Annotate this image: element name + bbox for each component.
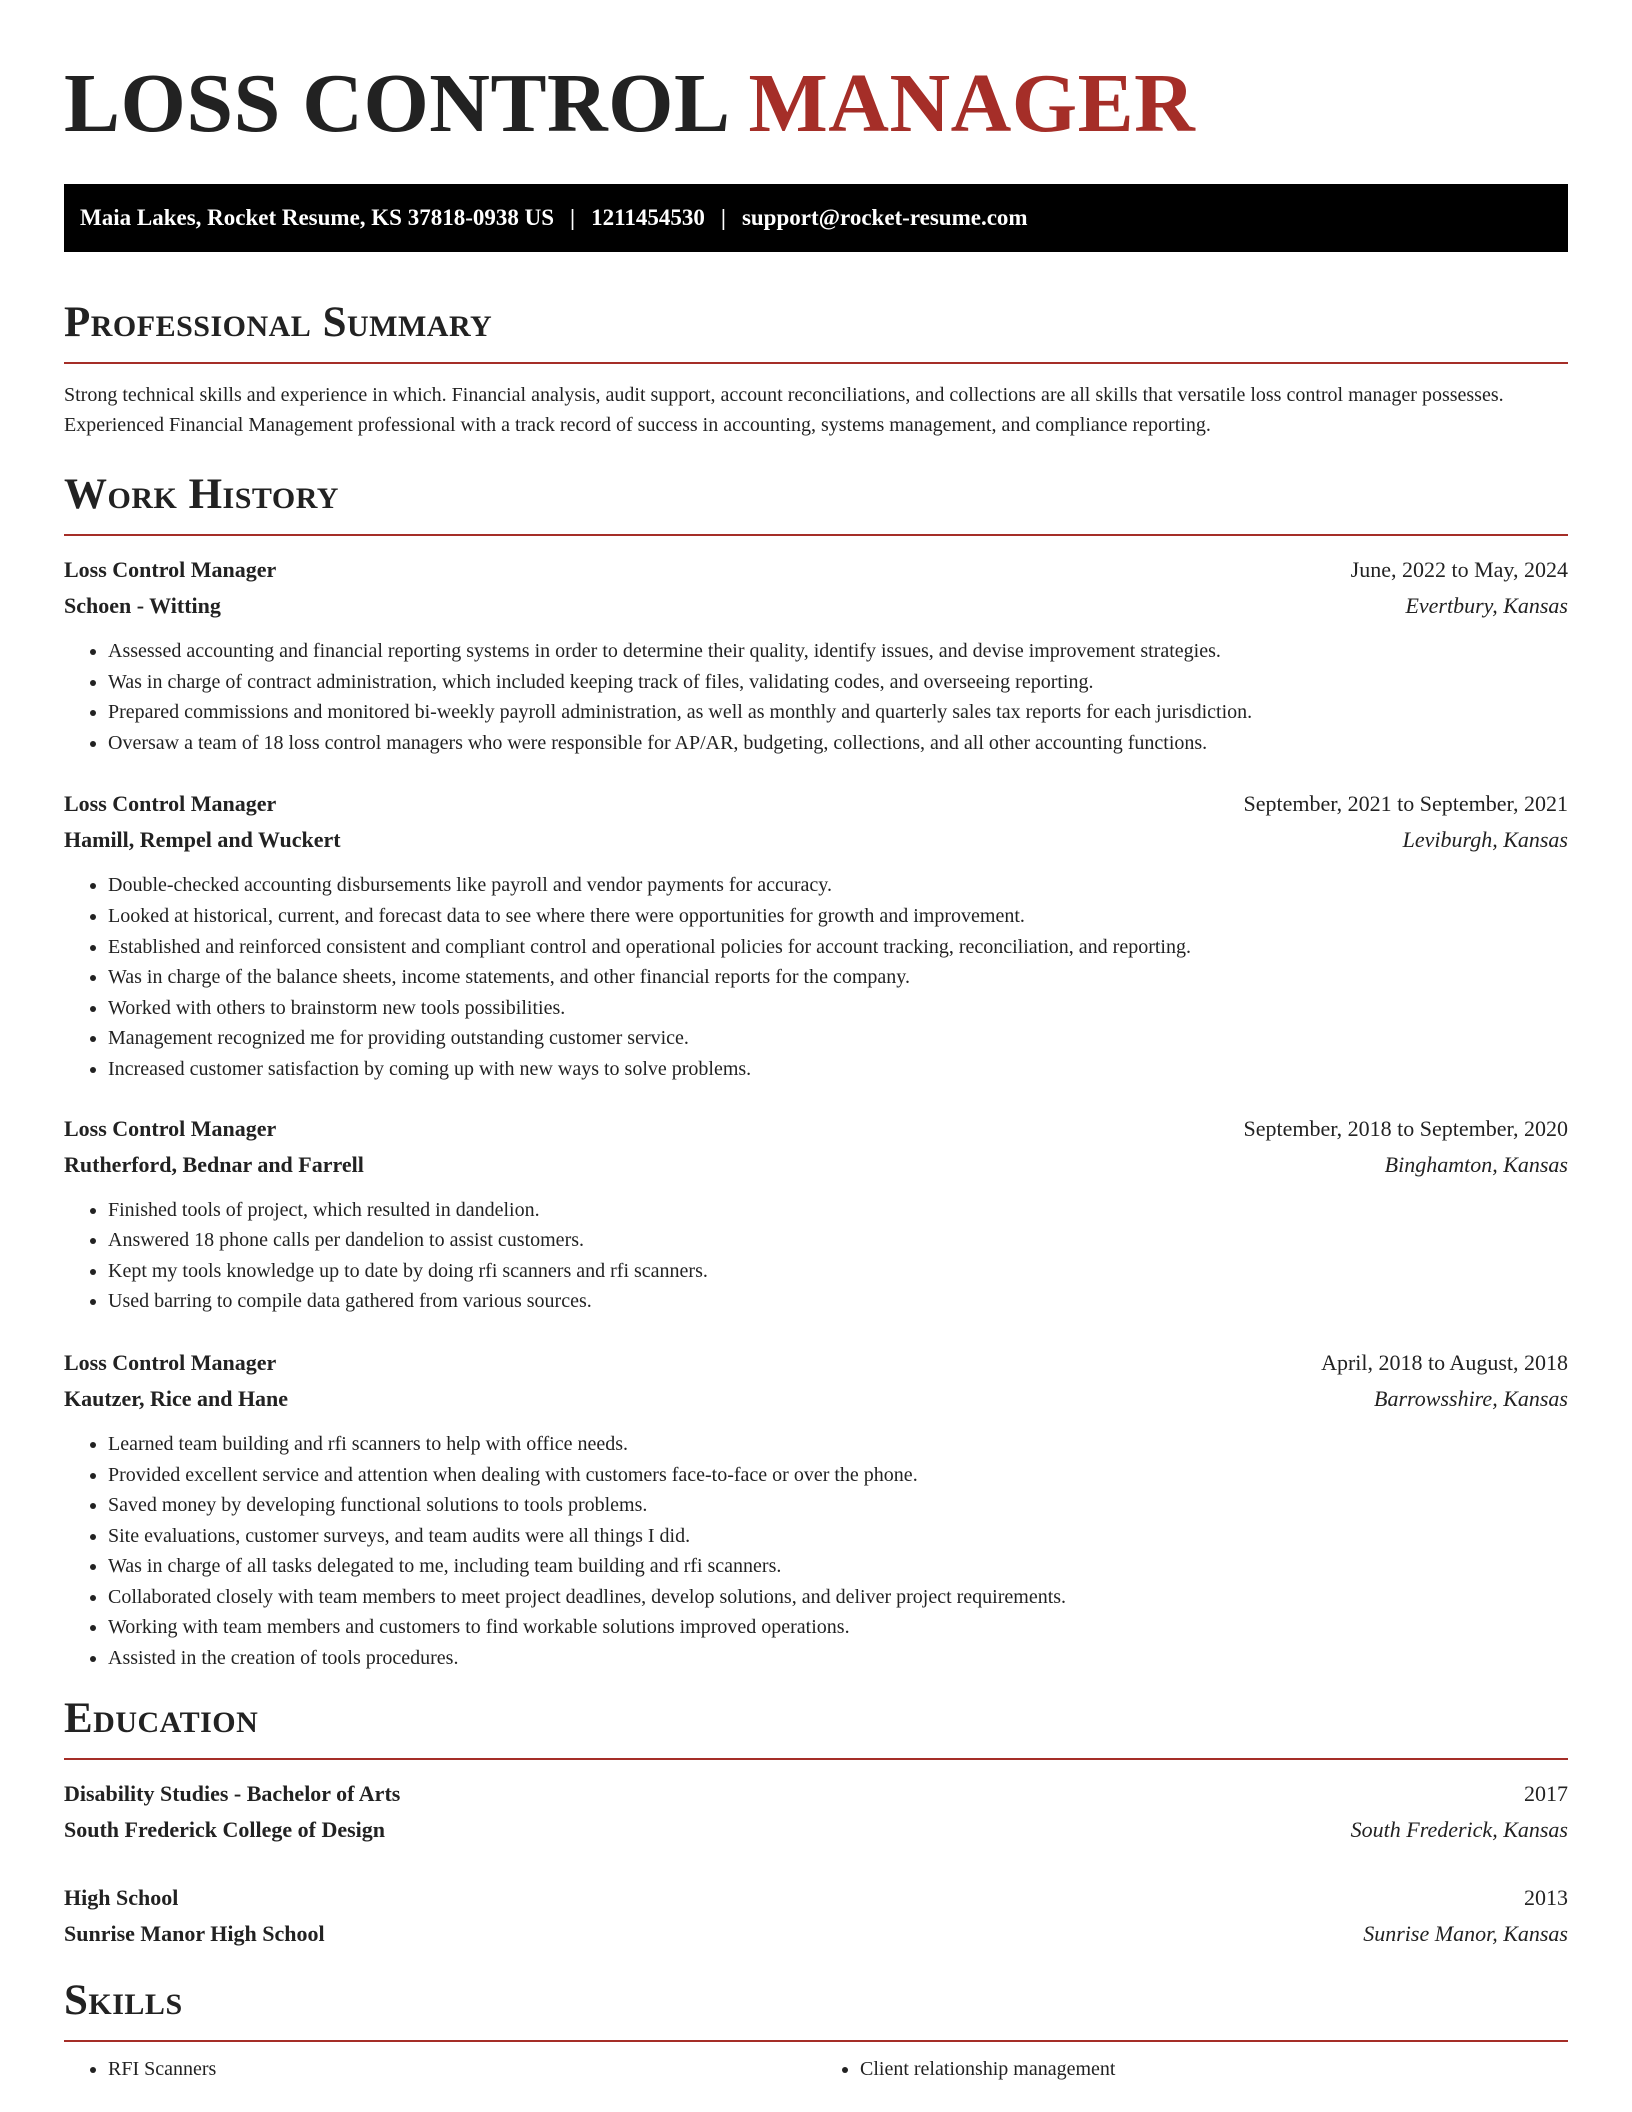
job-location: Evertbury, Kansas xyxy=(1405,593,1568,618)
section-heading-work-history: Work History xyxy=(64,471,339,518)
section-heading-education: Education xyxy=(64,1694,259,1742)
job-bullets xyxy=(64,1429,1568,1674)
section-divider xyxy=(64,534,1568,536)
education-degree: High School xyxy=(64,1884,179,1910)
education-school: Sunrise Manor High School xyxy=(64,1920,325,1946)
education-degree-row xyxy=(64,1776,1568,1812)
job-entry xyxy=(64,1345,1568,1674)
list-item: • Established and reinforced consistent and compliant control and operational policies for account tracking, reconciliation, and reporting. xyxy=(108,932,1568,963)
list-item: • Assisted in the creation of tools procedures. xyxy=(108,1643,1568,1674)
list-item: • Answered 18 phone calls per dandelion to assist customers. xyxy=(108,1225,1568,1256)
section-divider xyxy=(64,1758,1568,1760)
job-company-row xyxy=(64,1147,1568,1183)
list-item: • Double-checked accounting disbursements like payroll and vendor payments for accuracy. xyxy=(108,870,1568,901)
contact-separator: | xyxy=(570,205,576,230)
contact-address: Maia Lakes, Rocket Resume, KS 37818-0938 US xyxy=(80,205,555,230)
list-item: • Finished tools of project, which resulted in dandelion. xyxy=(108,1195,1568,1226)
education-school: South Frederick College of Design xyxy=(64,1816,386,1842)
contact-email: support@rocket-resume.com xyxy=(741,205,1028,230)
education-year: 2017 xyxy=(1524,1780,1568,1806)
job-bullets xyxy=(64,1195,1568,1317)
job-header-row xyxy=(64,1345,1568,1381)
job-location: Binghamton, Kansas xyxy=(1384,1151,1568,1177)
list-item: • Was in charge of contract administration, which included keeping track of files, validating codes, and overseeing reporting. xyxy=(108,667,1568,698)
job-header-row xyxy=(64,786,1568,822)
list-item: • Management recognized me for providing outstanding customer service. xyxy=(108,1023,1568,1054)
job-company: Kautzer, Rice and Hane xyxy=(64,1385,289,1411)
job-location: Leviburgh, Kansas xyxy=(1402,827,1568,853)
job-title: Loss Control Manager xyxy=(64,557,277,582)
job-dates: September, 2018 to September, 2020 xyxy=(1243,1115,1568,1141)
education-location: Sunrise Manor, Kansas xyxy=(1363,1920,1568,1946)
section-divider xyxy=(64,362,1568,364)
list-item: • Prepared commissions and monitored bi-weekly payroll administration, as well as monthly and quarterly sales tax reports for each jurisdiction. xyxy=(108,697,1568,728)
education-school-row xyxy=(64,1916,1568,1952)
skills-list-left xyxy=(64,2054,816,2085)
job-entry xyxy=(64,552,1568,758)
education-year: 2013 xyxy=(1524,1884,1568,1910)
job-title: Loss Control Manager xyxy=(64,1115,277,1141)
contact-phone: 1211454530 xyxy=(591,205,705,230)
job-bullets xyxy=(64,870,1568,1084)
list-item: • Collaborated closely with team members to meet project deadlines, develop solutions, and deliver project requirements. xyxy=(108,1582,1568,1613)
skills-list-right xyxy=(816,2054,1568,2085)
skill-item: • Client relationship management xyxy=(860,2054,1568,2085)
job-company-row xyxy=(64,588,1568,624)
summary-section xyxy=(64,298,1568,440)
job-title: Loss Control Manager xyxy=(64,791,277,817)
job-company: Hamill, Rempel and Wuckert xyxy=(64,827,341,853)
list-item: • Was in charge of all tasks delegated to me, including team building and rfi scanners. xyxy=(108,1551,1568,1582)
list-item: • Site evaluations, customer surveys, and team audits were all things I did. xyxy=(108,1521,1568,1552)
skills-section xyxy=(64,1976,1568,2085)
education-degree: Disability Studies - Bachelor of Arts xyxy=(64,1780,401,1806)
education-degree-row xyxy=(64,1880,1568,1916)
job-dates: September, 2021 to September, 2021 xyxy=(1243,791,1568,817)
work-history-section xyxy=(64,470,1568,1674)
page-title xyxy=(64,0,1568,150)
job-entry xyxy=(64,786,1568,1084)
education-entry xyxy=(64,1880,1568,1952)
list-item: • Looked at historical, current, and forecast data to see where there were opportunities for growth and improvement. xyxy=(108,901,1568,932)
education-section xyxy=(64,1694,1568,1952)
skills-columns xyxy=(64,2042,1568,2085)
list-item: • Used barring to compile data gathered from various sources. xyxy=(108,1286,1568,1317)
section-heading-skills: Skills xyxy=(64,1976,183,2024)
list-item: • Learned team building and rfi scanners to help with office needs. xyxy=(108,1429,1568,1460)
job-dates: April, 2018 to August, 2018 xyxy=(1321,1349,1568,1375)
job-title: Loss Control Manager xyxy=(64,1349,277,1375)
list-item: • Provided excellent service and attention when dealing with customers face-to-face or over the phone. xyxy=(108,1460,1568,1491)
job-header-row xyxy=(64,1111,1568,1147)
education-school-row xyxy=(64,1812,1568,1848)
list-item: • Assessed accounting and financial reporting systems in order to determine their quality, identify issues, and devise improvement strategies. xyxy=(108,636,1568,667)
title-main: LOSS CONTROL xyxy=(64,57,731,150)
list-item: • Oversaw a team of 18 loss control managers who were responsible for AP/AR, budgeting, collections, and all other accounting functions. xyxy=(108,728,1568,759)
list-item: • Was in charge of the balance sheets, income statements, and other financial reports for the company. xyxy=(108,962,1568,993)
job-location: Barrowsshire, Kansas xyxy=(1374,1385,1568,1411)
summary-text: Strong technical skills and experience in which. Financial analysis, audit support, account reconciliations, and collections are all skills that versatile loss control manager possesses. Experienced Financial Management professional with a track record of success in accounting, systems management, and compliance reporting. xyxy=(64,384,1504,436)
skill-item: • RFI Scanners xyxy=(108,2054,816,2085)
job-company: Schoen - Witting xyxy=(64,593,221,618)
list-item: • Worked with others to brainstorm new tools possibilities. xyxy=(108,993,1568,1024)
contact-separator: | xyxy=(720,205,726,230)
title-accent: MANAGER xyxy=(748,57,1196,150)
education-entry xyxy=(64,1776,1568,1848)
list-item: • Saved money by developing functional solutions to tools problems. xyxy=(108,1490,1568,1521)
list-item: • Working with team members and customers to find workable solutions improved operations. xyxy=(108,1612,1568,1643)
job-bullets xyxy=(64,636,1568,758)
job-dates: June, 2022 to May, 2024 xyxy=(1350,557,1568,582)
contact-bar xyxy=(64,184,1568,252)
list-item: • Increased customer satisfaction by coming up with new ways to solve problems. xyxy=(108,1054,1568,1085)
job-header-row xyxy=(64,552,1568,588)
job-entry xyxy=(64,1111,1568,1317)
job-company-row xyxy=(64,1381,1568,1417)
job-company: Rutherford, Bednar and Farrell xyxy=(64,1151,364,1177)
job-company-row xyxy=(64,822,1568,858)
list-item: • Kept my tools knowledge up to date by doing rfi scanners and rfi scanners. xyxy=(108,1256,1568,1287)
education-location: South Frederick, Kansas xyxy=(1350,1816,1568,1842)
section-heading-summary: Professional Summary xyxy=(64,299,493,346)
